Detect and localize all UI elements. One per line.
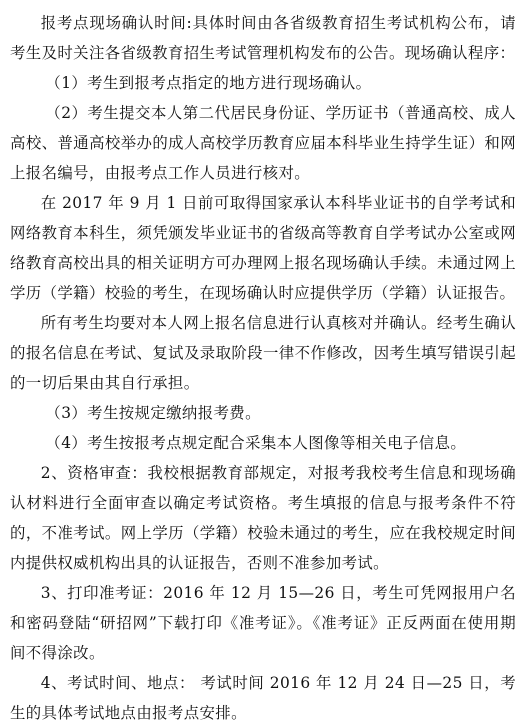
paragraph-step-1: （1）考生到报考点指定的地方进行现场确认。 xyxy=(45,74,372,92)
paragraph-step-4: （4）考生按报考点规定配合采集本人图像等相关电子信息。 xyxy=(45,434,467,452)
paragraph-confirmation-time: 报考点现场确认时间:具体时间由各省级教育招生考试机构公布，请考生及时关注各省级教育招生考试管理机构发布的公告。现场确认程序： xyxy=(10,14,516,62)
paragraph-step-2: （2）考生提交本人第二代居民身份证、学历证书（普通高校、成人高校、普通高校举办的成人高校学历教育应届本科毕业生持学生证）和网上报名编号，由报考点工作人员进行核对。 xyxy=(10,104,516,182)
paragraph-step-3: （3）考生按规定缴纳报考费。 xyxy=(45,404,261,422)
paragraph-info-verification: 所有考生均要对本人网上报名信息进行认真核对并确认。经考生确认的报名信息在考试、复试及录取阶段一律不作修改，因考生填写错误引起的一切后果由其自行承担。 xyxy=(10,314,516,392)
paragraph-admission-ticket: 3、打印准考证：2016 年 12 月 15—26 日，考生可凭网报用户名和密码登陆“研招网”下载打印《准考证》。《准考证》正反两面在使用期间不得涂改。 xyxy=(10,584,516,662)
paragraph-self-study-note: 在 2017 年 9 月 1 日前可取得国家承认本科毕业证书的自学考试和网络教育本科生，须凭颁发毕业证书的省级高等教育自学考试办公室或网络教育高校出具的相关证明方可办理网上报名现场确认手续。未通过网上学历（学籍）校验的考生，在现场确认时应提供学历（学籍）认证报告。 xyxy=(10,194,516,302)
paragraph-exam-time-place: 4、考试时间、地点： 考试时间 2016 年 12 月 24 日—25 日，考生的具体考试地点由报考点安排。 xyxy=(10,674,516,722)
paragraph-qualification-review: 2、资格审查：我校根据教育部规定，对报考我校考生信息和现场确认材料进行全面审查以确定考试资格。考生填报的信息与报考条件不符的，不准考试。网上学历（学籍）校验未通过的考生，应在我校规定时间内提供权威机构出具的认证报告，否则不准参加考试。 xyxy=(10,464,516,572)
